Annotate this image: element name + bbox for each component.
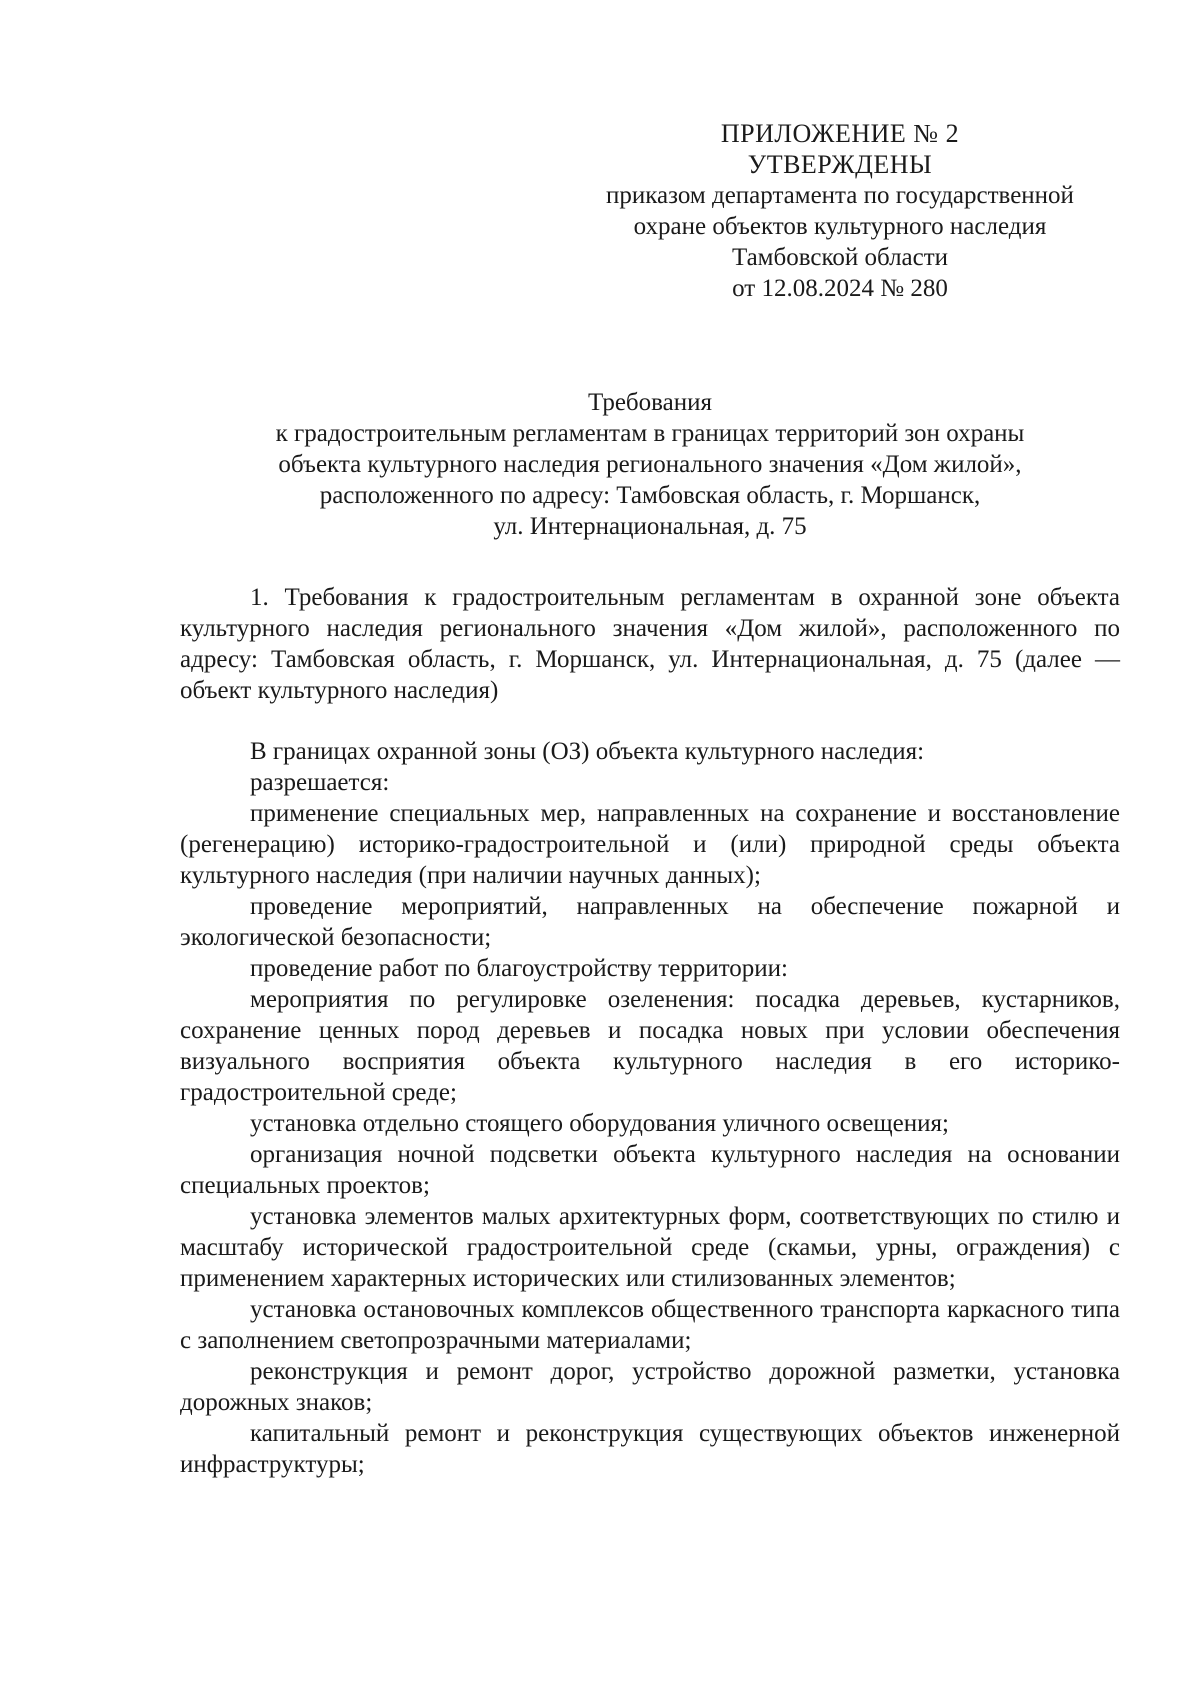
paragraph-landscaping: проведение работ по благоустройству территории: xyxy=(250,955,788,982)
approval-region-line: Тамбовской области xyxy=(731,244,949,271)
paragraph-roads: реконструкция и ремонт дорог, устройство дорожной разметки, установка дорожных знаков; xyxy=(180,1358,1120,1416)
approval-order-line: приказом департамента по государственной xyxy=(606,182,1074,209)
paragraph-night-illumination: организация ночной подсветки объекта культурного наследия на основании специальных проектов; xyxy=(180,1141,1120,1199)
title-line-3: объекта культурного наследия регионального значения «Дом жилой», xyxy=(278,451,1022,478)
approval-department-line: охране объектов культурного наследия xyxy=(633,213,1047,240)
approval-stamp-block xyxy=(560,118,1120,304)
title-line-2: к градостроительным регламентам в границах территорий зон охраны xyxy=(275,420,1025,447)
paragraph-street-lighting: установка отдельно стоящего оборудования уличного освещения; xyxy=(250,1110,949,1137)
title-line-4: расположенного по адресу: Тамбовская область, г. Моршанск, xyxy=(319,482,981,509)
appendix-number: ПРИЛОЖЕНИЕ № 2 xyxy=(720,119,960,148)
approval-date-line: от 12.08.2024 № 280 xyxy=(732,275,948,302)
paragraph-infrastructure: капитальный ремонт и реконструкция существующих объектов инженерной инфраструктуры; xyxy=(180,1420,1120,1478)
document-body xyxy=(180,582,1120,1480)
approved-heading: УТВЕРЖДЕНЫ xyxy=(747,150,933,179)
paragraph-special-measures: применение специальных мер, направленных на сохранение и восстановление (регенерацию) историко-градостроительной и (или) природной среды объекта культурного наследия (при наличии научных данных); xyxy=(180,800,1120,889)
paragraph-greenery: мероприятия по регулировке озеленения: посадка деревьев, кустарников, сохранение ценных пород деревьев и посадка новых при условии обеспечения визуального восприятия объекта культурного наследия в его историко-градостроительной среде; xyxy=(180,986,1120,1106)
paragraph-transit-stops: установка остановочных комплексов общественного транспорта каркасного типа с заполнением светопрозрачными материалами; xyxy=(180,1296,1120,1354)
title-line-1: Требования xyxy=(588,389,712,416)
title-line-5: ул. Интернациональная, д. 75 xyxy=(493,513,807,540)
paragraph-zone-intro: В границах охранной зоны (ОЗ) объекта культурного наследия: xyxy=(250,738,925,765)
paragraph-fire-safety: проведение мероприятий, направленных на обеспечение пожарной и экологической безопасности; xyxy=(180,893,1120,951)
paragraph-allowed: разрешается: xyxy=(250,769,390,796)
document-title xyxy=(180,387,1120,542)
section-1-heading: 1. Требования к градостроительным регламентам в охранной зоне объекта культурного наследия регионального значения «Дом жилой», расположенного по адресу: Тамбовская область, г. Моршанск, ул. Интернациональная, д. 75 (далее — объект культурного наследия) xyxy=(180,584,1120,704)
paragraph-small-forms: установка элементов малых архитектурных форм, соответствующих по стилю и масштабу исторической градостроительной среде (скамьи, урны, ограждения) с применением характерных исторических или стилизованных элементов; xyxy=(180,1203,1120,1292)
